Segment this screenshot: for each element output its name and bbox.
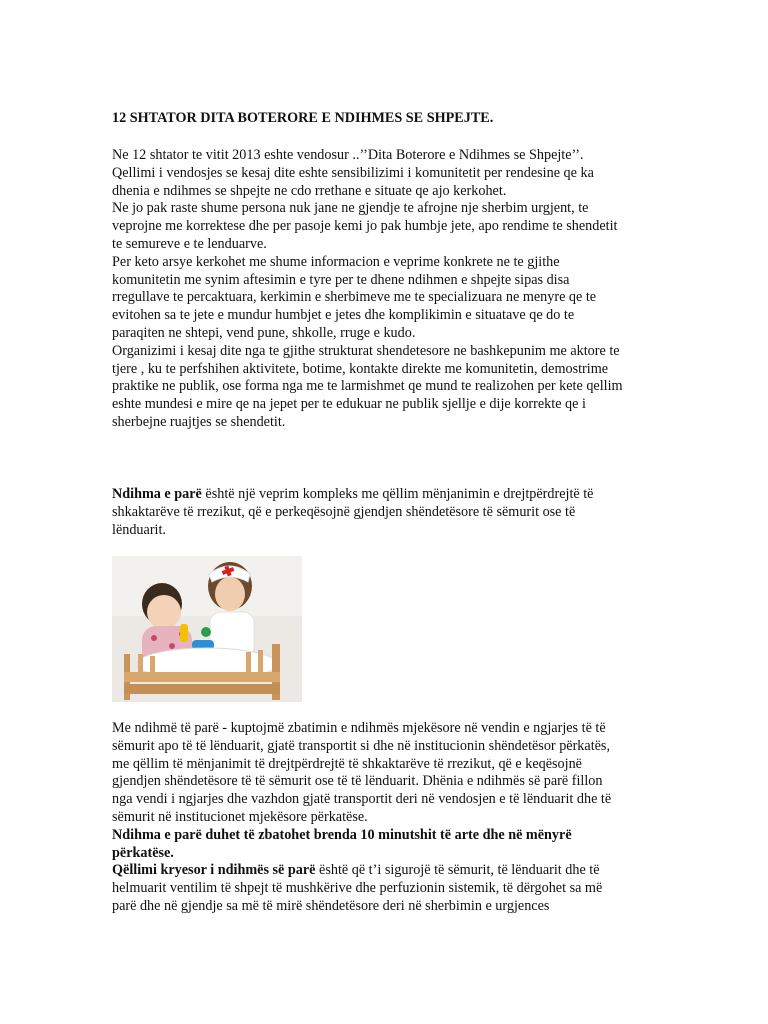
intro-line: komunitetin me synim aftesimin e tyre per te dhene ndihmen e shpejte sipas disa bbox=[112, 271, 570, 288]
intro-line: Qellimi i vendosjes se kesaj dite eshte sensibilizimi i komunitetit per rendesine qe ka bbox=[112, 164, 594, 181]
intro-line: sherbejne ruajtjes se shendetit. bbox=[112, 413, 286, 430]
definition-line: shkaktarëve të rrezikut, që e perkeqësojnë gjendjen shëndetësore të sëmurit ose të bbox=[112, 503, 576, 520]
intro-line: Ne jo pak raste shume persona nuk jane ne gjendje te afrojne nje sherbim urgjent, te bbox=[112, 200, 589, 217]
body-line: me qëllim të mënjanimit të drejtpërdrejtë të shkaktarëve të rrezikut, që e keqësojnë bbox=[112, 755, 582, 772]
aim-term: Qëllimi kryesor i ndihmës së parë bbox=[112, 862, 316, 879]
definition-line bbox=[112, 486, 672, 504]
definition-text: është një veprim kompleks me qëllim mënjanimin e drejtpërdrejtë të bbox=[201, 486, 594, 502]
intro-line: paraqiten ne shtepi, vend pune, shkolle, rruge e kudo. bbox=[112, 324, 416, 341]
intro-line: tjere , ku te perfshihen aktivitete, botime, kontakte direkte me komunitetin, demostrime bbox=[112, 360, 609, 377]
aim-line: helmuarit ventilim të shpejt të mushkërive dhe perfuzionin sistemik, të dërgohet sa më bbox=[112, 880, 603, 897]
bold-rule-line bbox=[112, 827, 672, 845]
intro-line: veprojne me korrektese dhe per pasoje kemi jo pak humbje jete, apo rendime te shendetit bbox=[112, 218, 618, 235]
intro-line: dhenia e ndihmes se shpejte ne cdo rrethane e situate qe ajo kerkohet. bbox=[112, 182, 507, 199]
intro-line: eshte mundesi e mire qe na jepet per te edukuar ne publik sjellje e dije korrekte qe i bbox=[112, 396, 586, 413]
body-line: gjendjen shëndetësore të të sëmurit ose të të lënduarit. Dhënia e ndihmës së parë fillon bbox=[112, 773, 603, 790]
intro-line: praktike ne publik, ose forma nga me te larmishmet qe mund te realizohen per kete qellim bbox=[112, 378, 623, 395]
aim-line bbox=[112, 862, 672, 880]
intro-line: rregullave te percaktuara, kerkimin e sherbimeve me te specializuara ne menyre qe te bbox=[112, 289, 597, 306]
child-nurse-photo bbox=[112, 556, 302, 702]
intro-line: Organizimi i kesaj dite nga te gjithe strukturat shendetesore ne bashkepunim me aktore te bbox=[112, 342, 620, 359]
definition-term: Ndihma e parë bbox=[112, 486, 202, 502]
intro-paragraphs bbox=[112, 147, 672, 432]
bold-rule-line bbox=[112, 845, 672, 863]
aim-line: parë dhe në gjendje sa më të mirë shëndetësore deri në sherbimin e urgjences bbox=[112, 897, 550, 914]
body-line: Me ndihmë të parë - kuptojmë zbatimin e ndihmës mjekësore në vendin e ngjarjes të të bbox=[112, 720, 606, 736]
intro-line: Ne 12 shtator te vitit 2013 eshte vendosur ..’’Dita Boterore e Ndihmes se Shpejte’’. bbox=[112, 147, 584, 163]
intro-line: Per keto arsye kerkohet me shume informacion e veprime konkrete ne te gjithe bbox=[112, 253, 560, 270]
definition-paragraph bbox=[112, 486, 672, 539]
photo-illustration bbox=[112, 556, 302, 702]
body-line: sëmurit apo të të lënduarit, gjatë transportit si dhe në institucionin shëndetësor përkatës, bbox=[112, 737, 611, 754]
body-line: sëmurit në institucionet mjekësore përkatëse. bbox=[112, 808, 368, 825]
intro-line: te semureve e te lenduarve. bbox=[112, 235, 267, 252]
body-paragraph bbox=[112, 720, 672, 916]
intro-line: evitohen sa te jete e mundur humbjet e jetes dhe komplikimin e situatave qe do te bbox=[112, 307, 575, 324]
document-title: 12 SHTATOR DITA BOTERORE E NDIHMES SE SHPEJTE. bbox=[112, 110, 494, 126]
definition-line: lënduarit. bbox=[112, 521, 166, 538]
body-line: nga vendi i ngjarjes dhe vazhdon gjatë transportit deri në vendosjen e të lënduarit dhe të bbox=[112, 791, 612, 808]
aim-text: është që t’i sigurojë të sëmurit, të lënduarit dhe të bbox=[315, 862, 600, 879]
bold-rule-text: Ndihma e parë duhet të zbatohet brenda 10 minutshit të arte dhe në mënyrë bbox=[112, 826, 572, 843]
bold-rule-text: përkatëse. bbox=[112, 844, 174, 861]
